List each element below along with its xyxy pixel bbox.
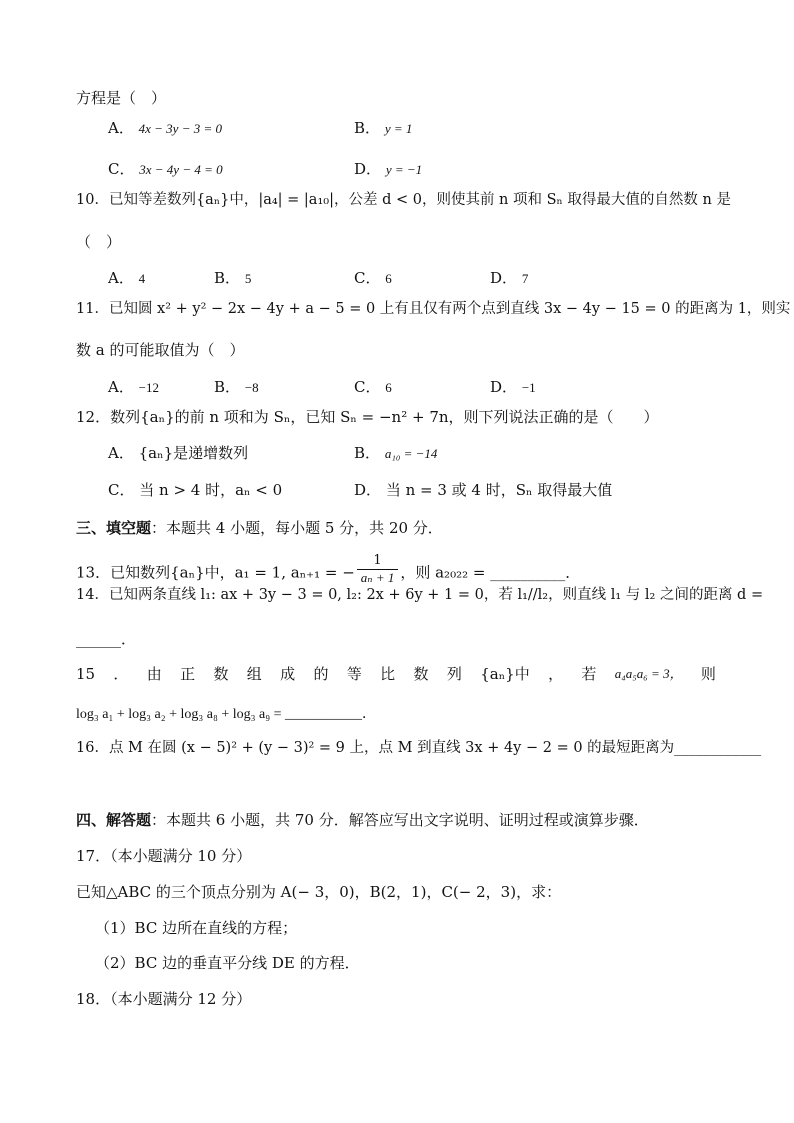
q11-option-a bbox=[108, 377, 159, 398]
q14-stem: 14．已知两条直线 l₁: ax + 3y − 3 = 0, l₂: 2x + 6y + 1 = 0，若 l₁//l₂，则直线 l₁ 与 l₂ 之间的距离 d = bbox=[76, 587, 764, 603]
option-label: A． bbox=[108, 269, 134, 287]
q11-option-b bbox=[214, 377, 259, 398]
option-text: −1 bbox=[521, 380, 536, 395]
option-text: {aₙ}是递增数列 bbox=[138, 444, 249, 462]
section4-heading bbox=[76, 810, 649, 830]
q13-post: ，则 a₂₀₂₂ = __________． bbox=[400, 563, 581, 582]
q11-option-d bbox=[490, 377, 536, 398]
section-desc: ：本题共 4 小题，每小题 5 分，共 20 分． bbox=[151, 519, 443, 537]
option-text: y = −1 bbox=[385, 162, 423, 177]
q15-part: 组 bbox=[246, 665, 262, 683]
q9-option-c bbox=[108, 159, 223, 180]
q15-part: 比 bbox=[380, 665, 396, 683]
q17-sub2: （2）BC 边的垂直平分线 DE 的方程． bbox=[95, 954, 360, 972]
option-label: C． bbox=[354, 269, 381, 287]
option-text: y = 1 bbox=[384, 121, 413, 136]
q10-option-d bbox=[490, 268, 528, 289]
option-text: 当 n > 4 时，aₙ < 0 bbox=[139, 481, 283, 499]
q15-log-expression bbox=[76, 703, 376, 725]
q12-stem: 12．数列{aₙ}的前 n 项和为 Sₙ，已知 Sₙ = −n² + 7n，则下列说法正确的是（ ） bbox=[76, 408, 659, 426]
option-text: −12 bbox=[138, 380, 159, 395]
section-desc: ：本题共 6 小题，共 70 分．解答应写出文字说明、证明过程或演算步骤． bbox=[151, 811, 649, 829]
option-label: B． bbox=[354, 444, 381, 462]
q15-part: 由 bbox=[146, 665, 162, 683]
option-label: C． bbox=[108, 160, 135, 178]
option-text: 4 bbox=[138, 271, 146, 286]
q10-option-c bbox=[354, 268, 392, 289]
section-title: 四、解答题 bbox=[76, 811, 152, 829]
option-label: D． bbox=[490, 378, 518, 396]
q11-option-c bbox=[354, 377, 392, 398]
section-title: 三、填空题 bbox=[76, 519, 152, 537]
q15-part: 15 bbox=[76, 665, 96, 683]
q11-stem-line2: 数 a 的可能取值为（ ） bbox=[76, 341, 245, 359]
option-label: B． bbox=[214, 269, 241, 287]
q13-fraction bbox=[357, 553, 399, 586]
section3-heading bbox=[76, 518, 443, 538]
q15-part: 的 bbox=[313, 665, 329, 683]
q15-part: 数 bbox=[213, 665, 229, 683]
q18-header: 18．（本小题满分 12 分） bbox=[76, 990, 252, 1008]
q10-stem: 10．已知等差数列{aₙ}中，|a₄| = |a₁₀|，公差 d < 0，则使其前 n 项和 Sₙ 取得最大值的自然数 n 是 bbox=[76, 192, 731, 208]
q12-option-d bbox=[354, 480, 612, 500]
q15-part: 数 bbox=[413, 665, 429, 683]
option-text: 7 bbox=[521, 271, 529, 286]
q10-option-b bbox=[214, 268, 251, 289]
fraction-denominator: aₙ + 1 bbox=[360, 570, 395, 585]
q15-part: 列 bbox=[446, 665, 462, 683]
option-text: −8 bbox=[244, 380, 259, 395]
option-label: C． bbox=[354, 378, 381, 396]
q9-option-a bbox=[108, 118, 222, 139]
option-text: 5 bbox=[244, 271, 252, 286]
option-label: B． bbox=[354, 119, 381, 137]
option-text: 6 bbox=[385, 380, 392, 395]
log-expression: log₃ a₁ + log₃ a₂ + log₃ a₈ + log₃ a₉ = ___________． bbox=[76, 707, 377, 722]
option-text: 当 n = 3 或 4 时，Sₙ 取得最大值 bbox=[385, 481, 613, 499]
option-label: B． bbox=[214, 378, 241, 396]
option-label: A． bbox=[108, 444, 134, 462]
q10-paren: （ ） bbox=[76, 233, 122, 251]
fraction-numerator: 1 bbox=[357, 553, 399, 570]
q13-pre: 13．已知数列{aₙ}中，a₁ = 1, aₙ₊₁ = − bbox=[76, 563, 355, 582]
q15-part: 若 bbox=[581, 665, 597, 683]
q9-stem-tail: 方程是（ ） bbox=[76, 89, 167, 107]
option-label: A． bbox=[108, 119, 134, 137]
q15-part: ， bbox=[548, 665, 564, 683]
option-text: 3x − 4y − 4 = 0 bbox=[139, 162, 223, 177]
q14-blank: ______． bbox=[76, 630, 137, 648]
option-text: 6 bbox=[385, 271, 392, 286]
q17-stem: 已知△ABC 的三个顶点分别为 A(− 3，0)，B(2，1)，C(− 2，3)，求： bbox=[76, 883, 562, 901]
q12-option-a bbox=[108, 443, 248, 463]
q15-part: a₄a₅a₆ = 3， bbox=[614, 666, 683, 681]
option-label: D． bbox=[490, 269, 518, 287]
q15-part: 成 bbox=[280, 665, 296, 683]
q15-part: 等 bbox=[346, 665, 362, 683]
q16-stem: 16．点 M 在圆 (x − 5)² + (y − 3)² = 9 上，点 M 到直线 3x + 4y − 2 = 0 的最短距离为____________ bbox=[76, 740, 762, 756]
q15-part: 则 bbox=[700, 665, 716, 683]
q11-stem: 11．已知圆 x² + y² − 2x − 4y + a − 5 = 0 上有且仅有两个点到直线 3x − 4y − 15 = 0 的距离为 1，则实 bbox=[76, 301, 791, 317]
q9-option-d bbox=[354, 159, 422, 180]
option-text: 4x − 3y − 3 = 0 bbox=[138, 121, 222, 136]
q15-stem bbox=[76, 664, 716, 684]
option-text: a₁₀ = −14 bbox=[384, 446, 438, 461]
q12-option-b bbox=[354, 443, 437, 464]
option-label: D． bbox=[354, 481, 382, 499]
option-label: A． bbox=[108, 378, 134, 396]
q15-part: {aₙ}中 bbox=[480, 665, 530, 683]
q17-sub1: （1）BC 边所在直线的方程； bbox=[95, 919, 298, 937]
q9-option-b bbox=[354, 118, 412, 139]
q15-part: ． bbox=[113, 665, 129, 683]
q10-option-a bbox=[108, 268, 145, 289]
option-label: C． bbox=[108, 481, 135, 499]
q12-option-c bbox=[108, 480, 282, 500]
option-label: D． bbox=[354, 160, 382, 178]
q15-part: 正 bbox=[180, 665, 196, 683]
q17-header: 17．（本小题满分 10 分） bbox=[76, 847, 252, 865]
